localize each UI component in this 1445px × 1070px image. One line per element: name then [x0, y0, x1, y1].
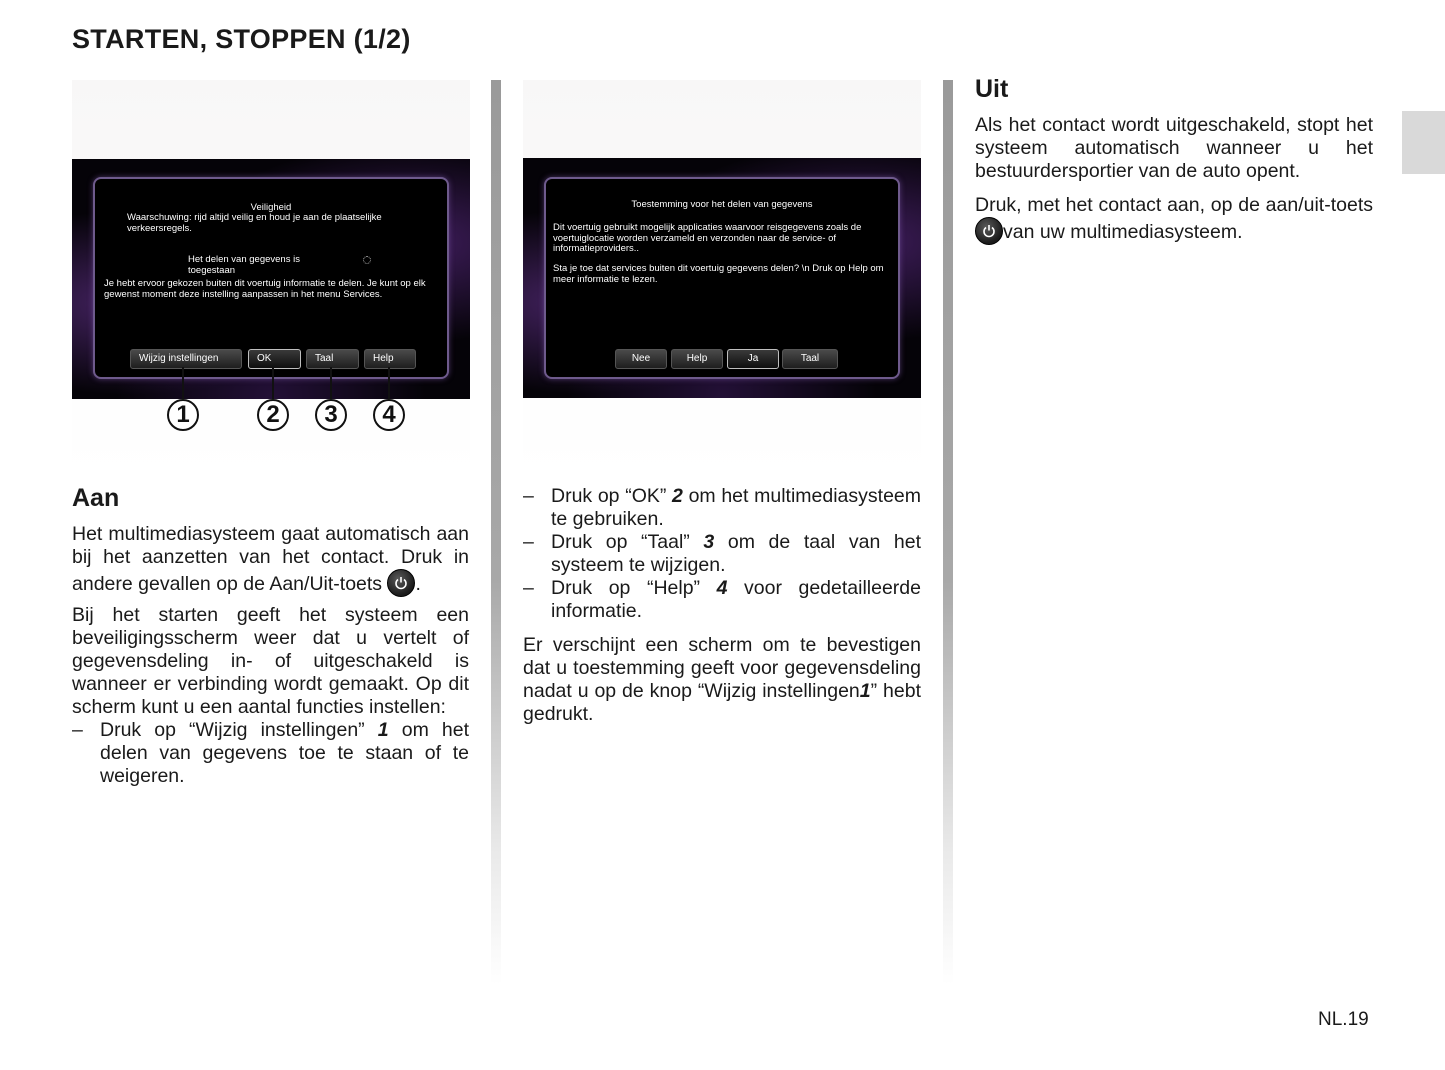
- callout-4: 4: [373, 399, 405, 431]
- paragraph-uit-manual: Druk, met het contact aan, op de aan/uit-toets van uw multimediasysteem.: [975, 194, 1373, 243]
- screen-consent-question: Sta je toe dat services buiten dit voertuig gegevens delen? \n Druk op Help om meer informatie te lezen.: [553, 263, 884, 285]
- power-icon: [387, 569, 415, 597]
- screen-title: Veiligheid: [250, 202, 292, 213]
- paragraph-aan-intro: [72, 523, 469, 597]
- paragraph-uit-auto: Als het contact wordt uitgeschakeld, stopt het systeem automatisch wanneer u het bestuurdersportier van de auto opent.: [975, 114, 1373, 182]
- callout-line-1: [182, 367, 184, 399]
- heading-uit: Uit: [975, 75, 1009, 103]
- wijzig-instellingen-button[interactable]: Wijzig instellingen: [130, 349, 242, 369]
- column-divider-right: [943, 80, 953, 985]
- figure-security-screen: [72, 80, 470, 475]
- screen-sharing-status: Het delen van gegevens is toegestaan: [188, 254, 300, 276]
- heading-aan: Aan: [72, 484, 120, 512]
- paragraph-aan-intro-end: .: [415, 573, 421, 595]
- gear-icon: [363, 256, 371, 264]
- paragraph-confirm-screen: Er verschijnt een scherm om te bevestigen dat u toestemming geeft voor gegevensdeling nadat u op de knop “Wijzig instellingen1” hebt gedrukt.: [523, 634, 921, 725]
- help-button[interactable]: Help: [671, 349, 723, 369]
- list-item: – Druk op “Help” 4 voor gedetailleerde informatie.: [523, 577, 921, 622]
- ok-button[interactable]: OK: [248, 349, 301, 369]
- ja-button[interactable]: Ja: [727, 349, 779, 369]
- taal-button[interactable]: Taal: [306, 349, 359, 369]
- callout-line-2: [272, 367, 274, 399]
- page-number: NL.19: [1318, 1009, 1369, 1030]
- figure-consent-screen: [523, 80, 921, 475]
- taal-button[interactable]: Taal: [782, 349, 838, 369]
- paragraph-aan-security: Bij het starten geeft het systeem een beveiligingsscherm weer dat u vertelt of gegevensdeling in- of uitgeschakeld is wanneer er verbinding wordt gemaakt. Op dit scherm kunt u een aantal functies instellen:: [72, 604, 469, 718]
- list-item: – Druk op “OK” 2 om het multimediasysteem te gebruiken.: [523, 485, 921, 530]
- screen-dialog: [544, 177, 900, 379]
- screen-consent: [523, 158, 921, 398]
- callout-line-3: [330, 367, 332, 399]
- page-title: STARTEN, STOPPEN (1/2): [72, 24, 411, 54]
- callout-3: 3: [315, 399, 347, 431]
- screen-info: Je hebt ervoor gekozen buiten dit voertuig informatie te delen. Je kunt op elk gewenst moment deze instelling aanpassen in het menu Services.: [104, 278, 426, 300]
- list-item: – Druk op “Taal” 3 om de taal van het systeem te wijzigen.: [523, 531, 921, 576]
- screen-dialog: [93, 177, 449, 379]
- callout-line-4: [388, 367, 390, 399]
- screen-security: [72, 159, 470, 399]
- list-item: – Druk op “Wijzig instellingen” 1 om het delen van gegevens toe te staan of te weigeren.: [72, 719, 469, 787]
- paragraph-aan-intro-text: Het multimediasysteem gaat automatisch aan bij het aanzetten van het contact. Druk in andere gevallen op de Aan/Uit-toets: [72, 523, 469, 595]
- screen-warning: Waarschuwing: rijd altijd veilig en houd je aan de plaatselijke verkeersregels.: [127, 212, 382, 234]
- callout-2: 2: [257, 399, 289, 431]
- callout-1: 1: [167, 399, 199, 431]
- screen-consent-text: Dit voertuig gebruikt mogelijk applicaties waarvoor reisgegevens zoals de voertuiglocatie worden verzameld en verzonden naar de service- of informatieproviders..: [553, 222, 862, 254]
- column-divider-left: [491, 80, 501, 985]
- section-tab-marker: [1402, 111, 1445, 174]
- nee-button[interactable]: Nee: [615, 349, 667, 369]
- help-button[interactable]: Help: [364, 349, 416, 369]
- power-icon: [975, 217, 1003, 245]
- screen-title: Toestemming voor het delen van gegevens: [631, 199, 813, 210]
